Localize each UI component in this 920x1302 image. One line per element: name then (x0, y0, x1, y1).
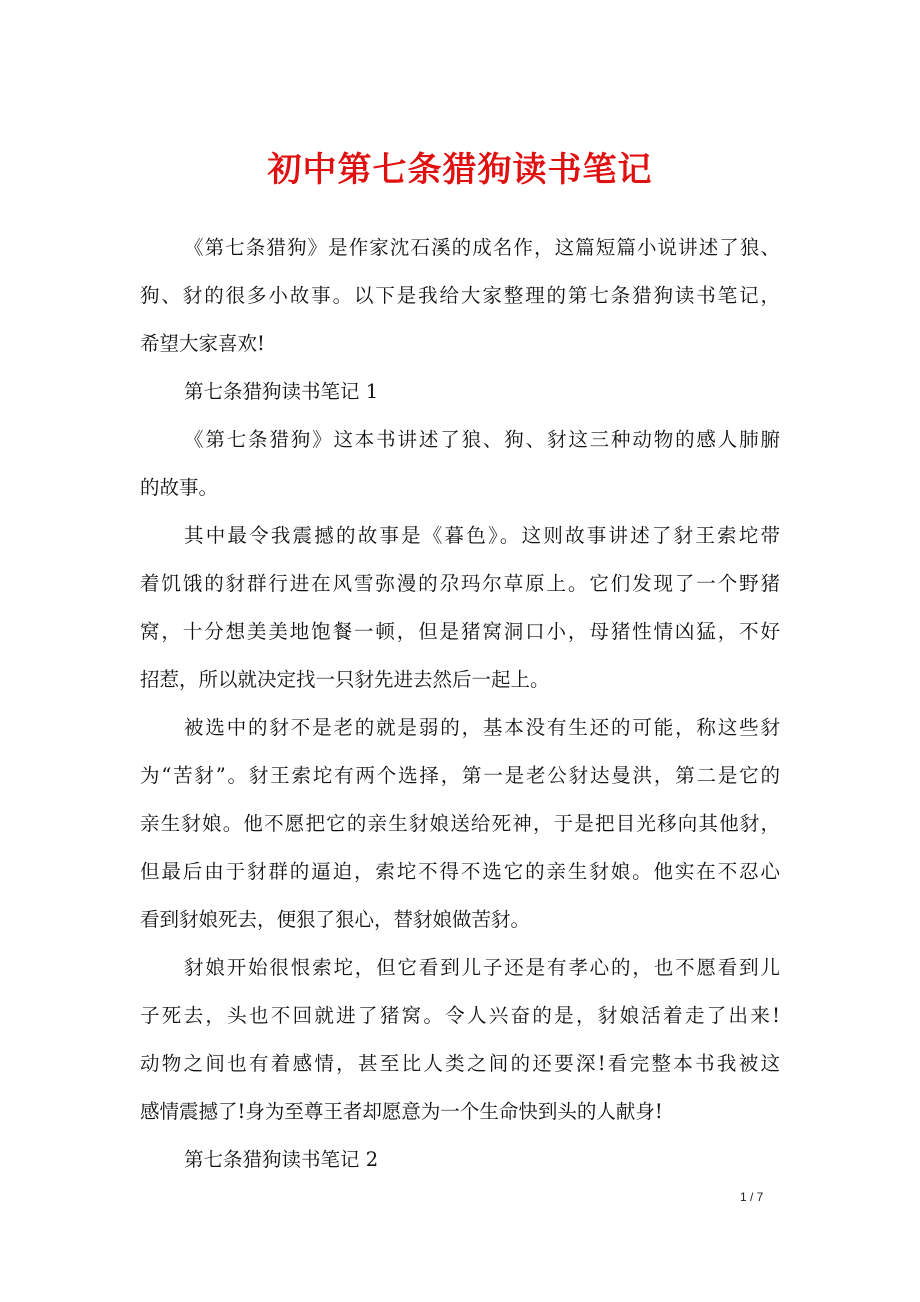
text-line: 《第七条猎狗》是作家沈石溪的成名作，这篇短篇小说讲述了狼、 (184, 236, 780, 259)
text-line: 《第七条猎狗》这本书讲述了狼、狗、豺这三种动物的感人肺腑 (184, 428, 780, 451)
text-line: 招惹，所以就决定找一只豺先进去然后一起上。 (140, 668, 550, 691)
paragraph (140, 944, 780, 1136)
paragraph (140, 224, 780, 368)
text-line: 的故事。 (140, 476, 219, 499)
paragraph (140, 416, 780, 512)
text-line: 动物之间也有着感情，甚至比人类之间的还要深!看完整本书我被这 (140, 1052, 780, 1075)
text-line: 第七条猎狗读书笔记 1 (184, 380, 379, 403)
text-line: 子死去，头也不回就进了猪窝。令人兴奋的是，豺娘活着走了出来! (140, 1004, 780, 1027)
paragraph (140, 704, 780, 944)
document-body (140, 224, 780, 1184)
text-line: 看到豺娘死去，便狠了狠心，替豺娘做苦豺。 (140, 908, 531, 931)
paragraph (140, 512, 780, 704)
text-line: 被选中的豺不是老的就是弱的，基本没有生还的可能，称这些豺 (184, 716, 780, 739)
text-line: 亲生豺娘。他不愿把它的亲生豺娘送给死神，于是把目光移向其他豺， (140, 812, 780, 835)
text-line: 但最后由于豺群的逼迫，索坨不得不选它的亲生豺娘。他实在不忍心 (140, 860, 780, 883)
document-title: 初中第七条猎狗读书笔记 (267, 150, 653, 190)
text-line: 为“苦豺”。豺王索坨有两个选择，第一是老公豺达曼洪，第二是它的 (140, 764, 780, 787)
text-line: 狗、豺的很多小故事。以下是我给大家整理的第七条猎狗读书笔记， (140, 284, 780, 307)
paragraph (140, 368, 780, 416)
text-line: 其中最令我震撼的故事是《暮色》。这则故事讲述了豺王索坨带 (184, 524, 780, 547)
paragraph (140, 1136, 780, 1184)
text-line: 着饥饿的豺群行进在风雪弥漫的尕玛尔草原上。它们发现了一个野猪 (140, 572, 780, 595)
text-line: 第七条猎狗读书笔记 2 (184, 1148, 379, 1171)
text-line: 希望大家喜欢! (140, 332, 265, 355)
text-line: 豺娘开始很恨索坨，但它看到儿子还是有孝心的，也不愿看到儿 (184, 956, 780, 979)
text-line: 感情震撼了!身为至尊王者却愿意为一个生命快到头的人献身! (140, 1100, 663, 1123)
text-line: 窝，十分想美美地饱餐一顿，但是猪窝洞口小，母猪性情凶猛，不好 (140, 620, 780, 643)
page-number: 1 / 7 (740, 1190, 764, 1204)
